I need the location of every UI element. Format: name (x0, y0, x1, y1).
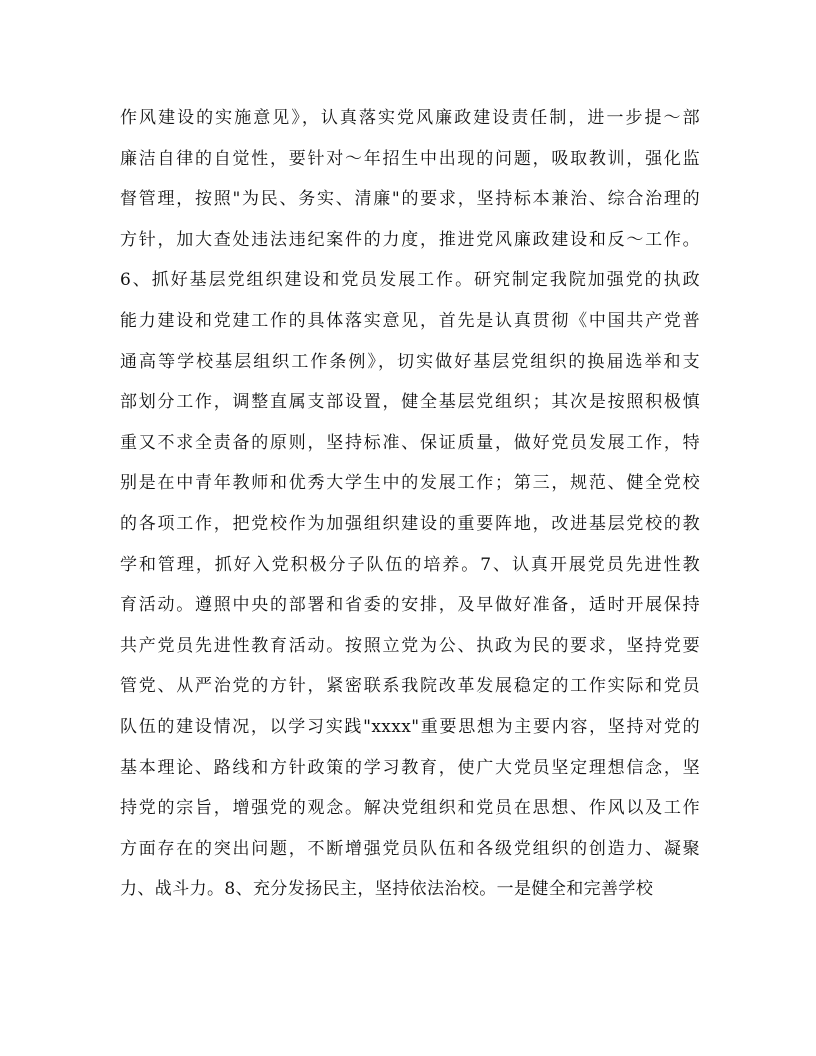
text-line: 方面存在的突出问题，不断增强党员队伍和各级党组织的创造力、凝聚 (120, 838, 700, 859)
text-line: 学和管理，抓好入党积极分子队伍的培养。7、认真开展党员先进性教 (120, 554, 700, 575)
text-line: 持党的宗旨，增强党的观念。解决党组织和党员在思想、作风以及工作 (120, 798, 700, 819)
text-line: 能力建设和党建工作的具体落实意见，首先是认真贯彻《中国共产党普 (120, 310, 700, 331)
text-line: 作风建设的实施意见》，认真落实党风廉政建设责任制，进一步提～部 (120, 108, 700, 128)
text-line: 廉洁自律的自觉性，要针对～年招生中出现的问题，吸取教训，强化监 (120, 148, 700, 169)
text-line: 队伍的建设情况，以学习实践"xxxx"重要思想为主要内容，坚持对党的 (120, 716, 700, 737)
text-line: 管党、从严治党的方针，紧密联系我院改革发展稳定的工作实际和党员 (120, 676, 700, 697)
text-line: 的各项工作，把党校作为加强组织建设的重要阵地，改进基层党校的教 (120, 513, 700, 534)
text-line: 部划分工作，调整直属支部设置，健全基层党组织；其次是按照积极慎 (120, 392, 700, 413)
text-line: 育活动。遵照中央的部署和省委的安排，及早做好准备，适时开展保持 (120, 595, 700, 616)
text-line: 重又不求全责备的原则，坚持标准、保证质量，做好党员发展工作，特 (120, 432, 700, 453)
text-line: 方针，加大查处违法违纪案件的力度，推进党风廉政建设和反～工作。 (120, 229, 700, 250)
body-text (120, 98, 700, 910)
text-line: 督管理，按照"为民、务实、清廉"的要求，坚持标本兼治、综合治理的 (120, 189, 700, 210)
text-line: 别是在中青年教师和优秀大学生中的发展工作；第三，规范、健全党校 (120, 473, 700, 494)
text-line: 6、抓好基层党组织建设和党员发展工作。研究制定我院加强党的执政 (120, 270, 700, 291)
text-line: 共产党员先进性教育活动。按照立党为公、执政为民的要求，坚持党要 (120, 635, 700, 656)
text-line: 力、战斗力。8、充分发扬民主，坚持依法治校。一是健全和完善学校 (120, 879, 654, 900)
text-line: 基本理论、路线和方针政策的学习教育，使广大党员坚定理想信念，坚 (120, 757, 700, 778)
text-line: 通高等学校基层组织工作条例》，切实做好基层党组织的换届选举和支 (120, 351, 700, 372)
